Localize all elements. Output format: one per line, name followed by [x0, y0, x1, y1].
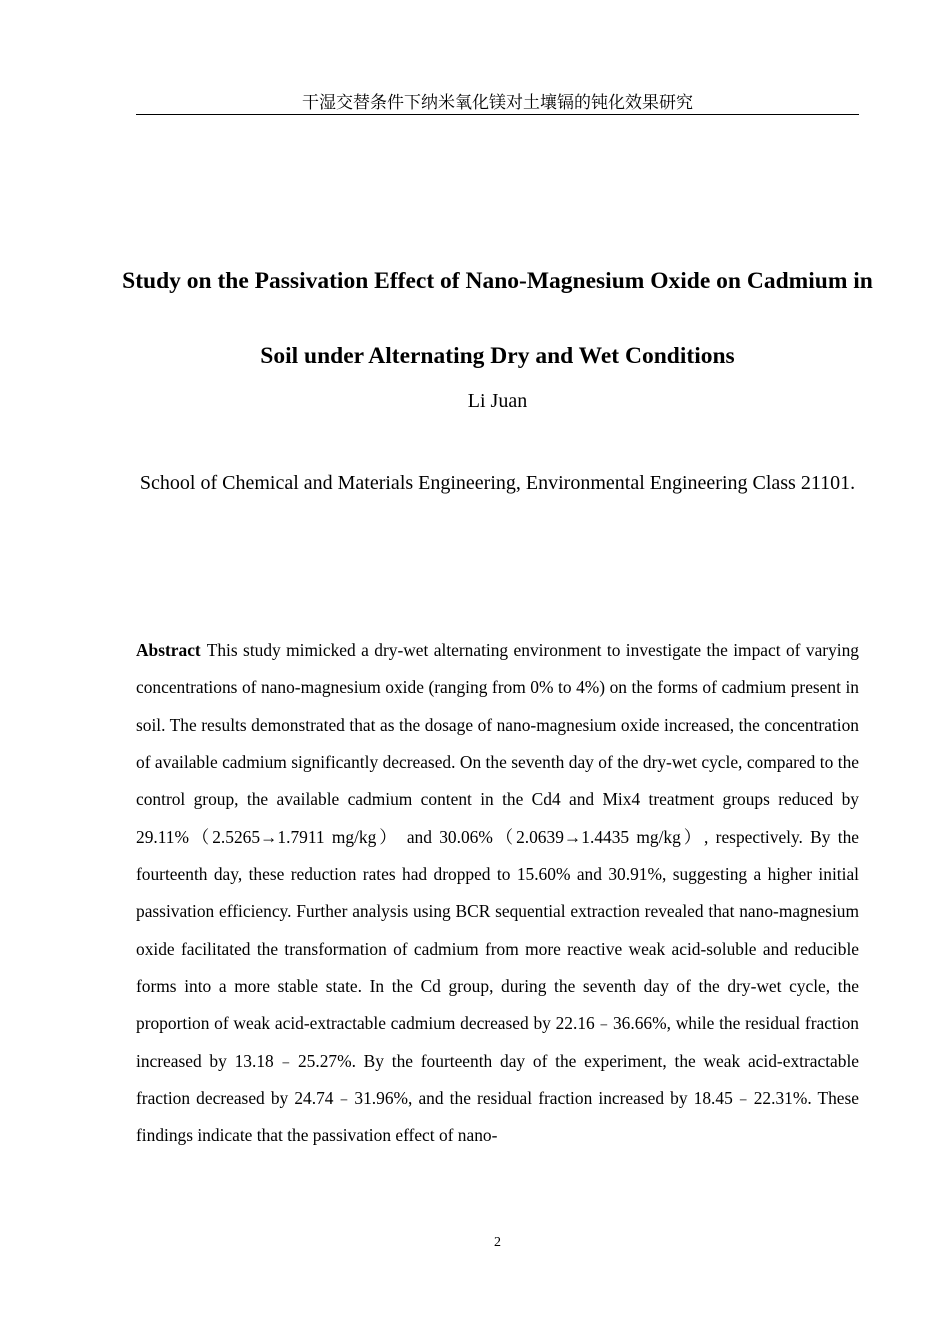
author-affiliation: School of Chemical and Materials Engineering, Environmental Engineering Class 21101. [139, 472, 856, 494]
abstract-label: Abstract [136, 640, 201, 660]
abstract-paragraph [136, 632, 859, 1155]
page-number: 2 [494, 1235, 501, 1250]
author-name: Li Juan [467, 390, 528, 412]
running-header: 干湿交替条件下纳米氧化镁对土壤镉的钝化效果研究 [302, 93, 693, 112]
abstract-text: This study mimicked a dry-wet alternating environment to investigate the impact of varying concentrations of nano-magnesium oxide (ranging from 0% to 4%) on the forms of cadmium present in soil. The results demonstrated that as the dosage of nano-magnesium oxide increased, the concentration of available cadmium significantly decreased. On the seventh day of the dry-wet cycle, compared to the control group, the available cadmium content in the Cd4 and Mix4 treatment groups reduced by 29.11%（2.5265→1.7911 mg/kg） and 30.06%（2.0639→1.4435 mg/kg）, respectively. By the fourteenth day, these reduction rates had dropped to 15.60% and 30.91%, suggesting a higher initial passivation efficiency. Further analysis using BCR sequential extraction revealed that nano-magnesium oxide facilitated the transformation of cadmium from more reactive weak acid-soluble and reducible forms into a more stable state. In the Cd group, during the seventh day of the dry-wet cycle, the proportion of weak acid-extractable cadmium decreased by 22.16﹣36.66%, while the residual fraction increased by 13.18﹣25.27%. By the fourteenth day of the experiment, the weak acid-extractable fraction decreased by 24.74﹣31.96%, and the residual fraction increased by 18.45﹣22.31%. These findings indicate that the passivation effect of nano- [136, 640, 859, 1146]
paper-title: Study on the Passivation Effect of Nano-Magnesium Oxide on Cadmium in Soil under Alternating Dry and Wet Conditions [122, 268, 873, 369]
header-rule [136, 114, 859, 115]
